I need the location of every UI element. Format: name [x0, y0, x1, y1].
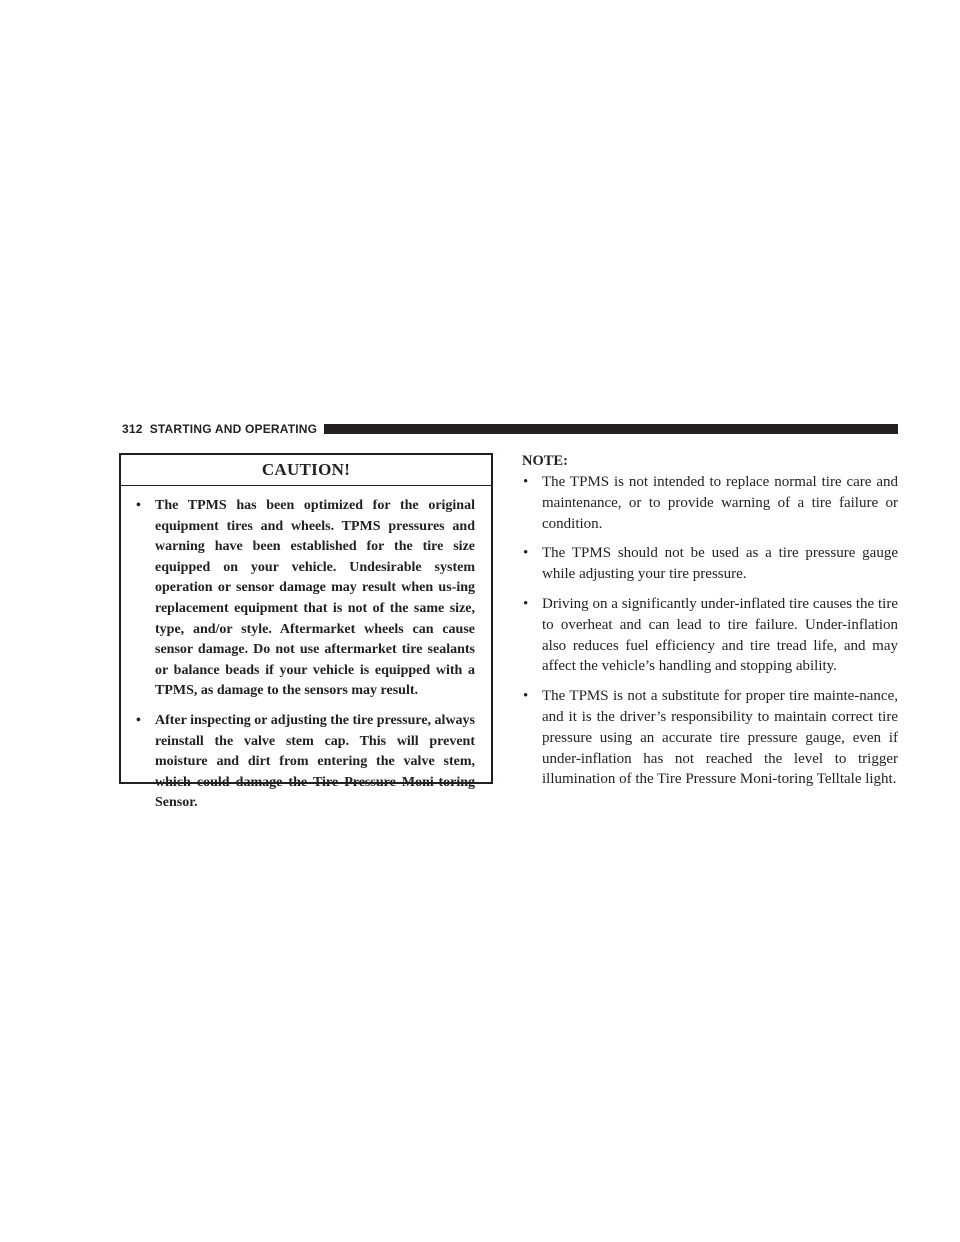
bullet-icon: •	[523, 688, 529, 705]
bullet-icon: •	[523, 595, 529, 612]
caution-item-text: After inspecting or adjusting the tire pressure, always reinstall the valve stem cap. This will prevent moisture and dirt from entering the valve stem, which could damage the Tire Pressure Moni-toring Sensor.	[155, 712, 475, 811]
note-item-text: Driving on a significantly under-inflated tire causes the tire to overheat and can lead to tire failure. Under-inflation also reduces fuel efficiency and tire tread life, and may affect the vehicle’s handling and stopping ability.	[542, 595, 898, 675]
caution-list	[121, 486, 491, 814]
caution-item-text: The TPMS has been optimized for the original equipment tires and wheels. TPMS pressures and warning have been established for the tire size equipped on your vehicle. Undesirable system operation or sensor damage may result when us-ing replacement equipment that is not of the same size, type, and/or style. Aftermarket wheels can cause sensor damage. Do not use aftermarket tire sealants or balance beads if your vehicle is equipped with a TPMS, as damage to the sensors may result.	[155, 498, 475, 699]
running-header	[122, 421, 898, 437]
note-item	[522, 594, 898, 677]
section-title: STARTING AND OPERATING	[149, 422, 318, 436]
note-item	[522, 686, 898, 790]
bullet-icon: •	[136, 498, 141, 513]
note-item	[522, 543, 898, 585]
caution-item	[135, 711, 475, 814]
page-header-text	[122, 422, 324, 436]
note-section	[522, 451, 898, 799]
bullet-icon: •	[136, 712, 141, 728]
note-item	[522, 472, 898, 534]
bullet-icon: •	[523, 545, 529, 562]
header-rule	[324, 424, 898, 434]
note-label: NOTE:	[522, 453, 568, 469]
note-list	[522, 472, 898, 790]
note-item-text: The TPMS should not be used as a tire pressure gauge while adjusting your tire pressure.	[542, 545, 898, 583]
page-number: 312	[122, 422, 143, 436]
caution-item	[135, 496, 475, 702]
note-item-text: The TPMS is not a substitute for proper tire mainte-nance, and it is the driver’s responsibility to maintain correct tire pressure using an accurate tire pressure gauge, even if under-inflation has not reached the level to trigger illumination of the Tire Pressure Moni-toring Telltale light.	[542, 688, 898, 788]
caution-title: CAUTION!	[121, 455, 491, 486]
note-item-text: The TPMS is not intended to replace normal tire care and maintenance, or to provide warning of a tire failure or condition.	[542, 474, 898, 532]
caution-box	[119, 453, 493, 811]
bullet-icon: •	[523, 474, 529, 490]
